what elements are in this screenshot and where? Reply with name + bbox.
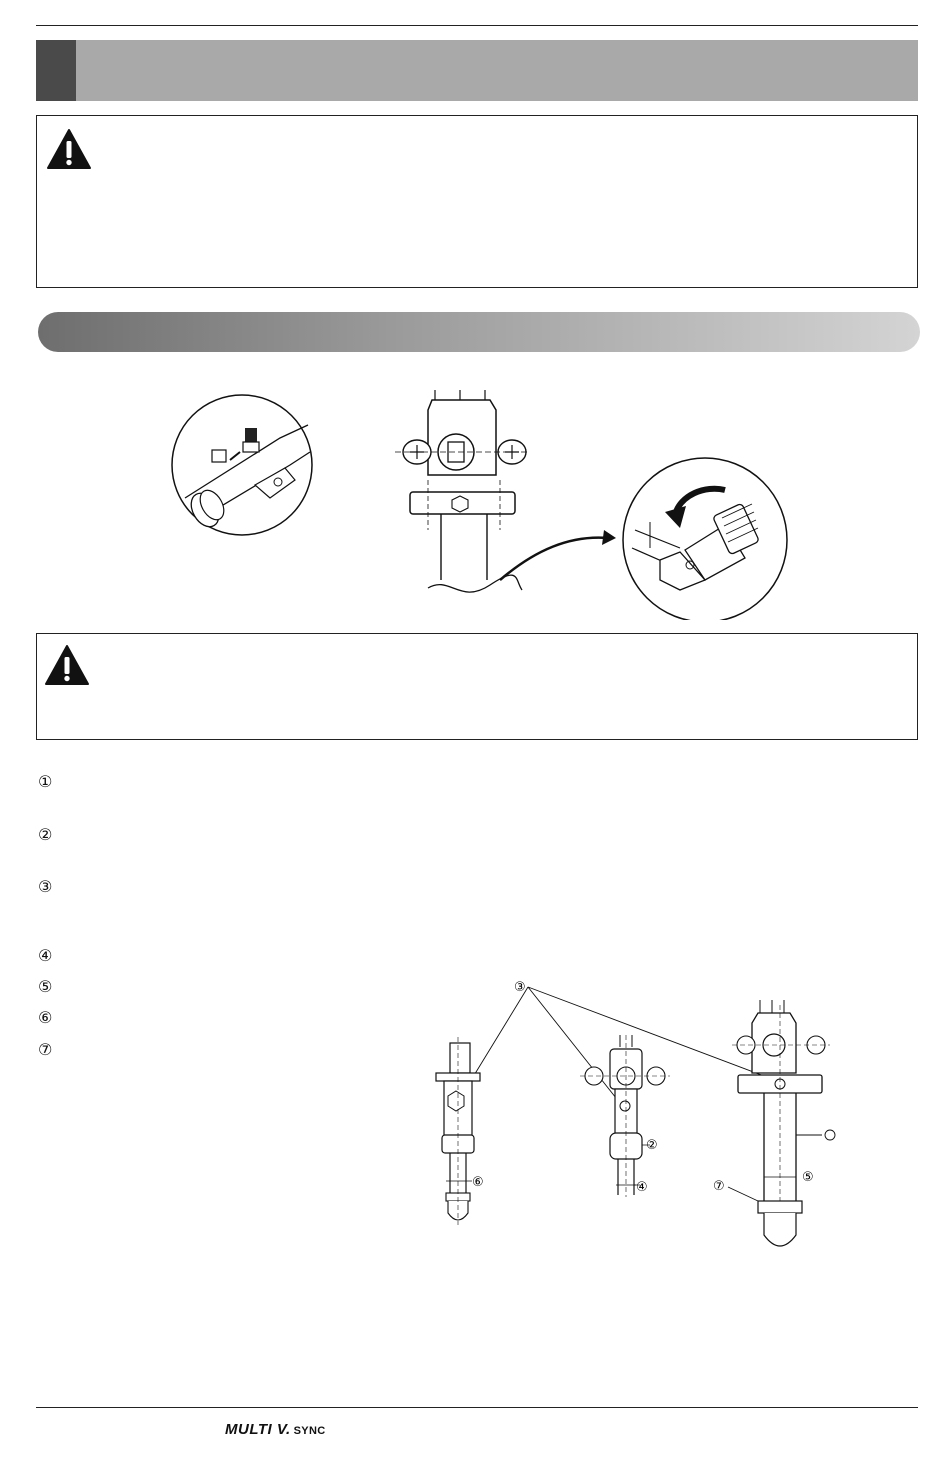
bottom-rule [36,1407,918,1408]
valve-medium [580,1035,670,1197]
brand-logo-sub: SYNC [293,1425,326,1437]
step-7-number: ⑦ [38,1040,53,1059]
diagram-label-5: ⑤ [802,1170,814,1185]
section-title-bar [36,40,918,101]
step-2-number: ② [38,825,53,844]
step-6-number: ⑥ [38,1008,53,1027]
step-4-number: ④ [38,946,53,965]
section-subtitle-bar [38,312,920,352]
service-port-detail [172,395,312,535]
cap-removal-detail [623,458,787,620]
step-3-number: ③ [38,877,53,896]
top-rule [36,25,918,26]
valve-parts-diagram [420,975,850,1265]
step-1-number: ① [38,772,53,791]
diagram-label-6: ⑥ [472,1175,484,1190]
diagram-label-7: ⑦ [713,1179,725,1194]
brand-logo-main: MULTI V. [225,1421,291,1438]
title-bar-accent [36,40,76,101]
step-5-number: ⑤ [38,977,53,996]
valve-illustration-top [160,380,800,620]
valve-large [728,1000,835,1246]
valve-small [436,1037,480,1225]
warning-box-2 [36,633,918,740]
brand-logo [225,1421,325,1438]
diagram-label-4: ④ [636,1180,648,1195]
warning-triangle-icon [46,128,92,170]
warning-triangle-icon [44,644,90,686]
service-valve [395,390,616,592]
diagram-label-2: ② [646,1138,658,1153]
warning-box-1 [36,115,918,288]
diagram-label-3: ③ [514,980,526,995]
